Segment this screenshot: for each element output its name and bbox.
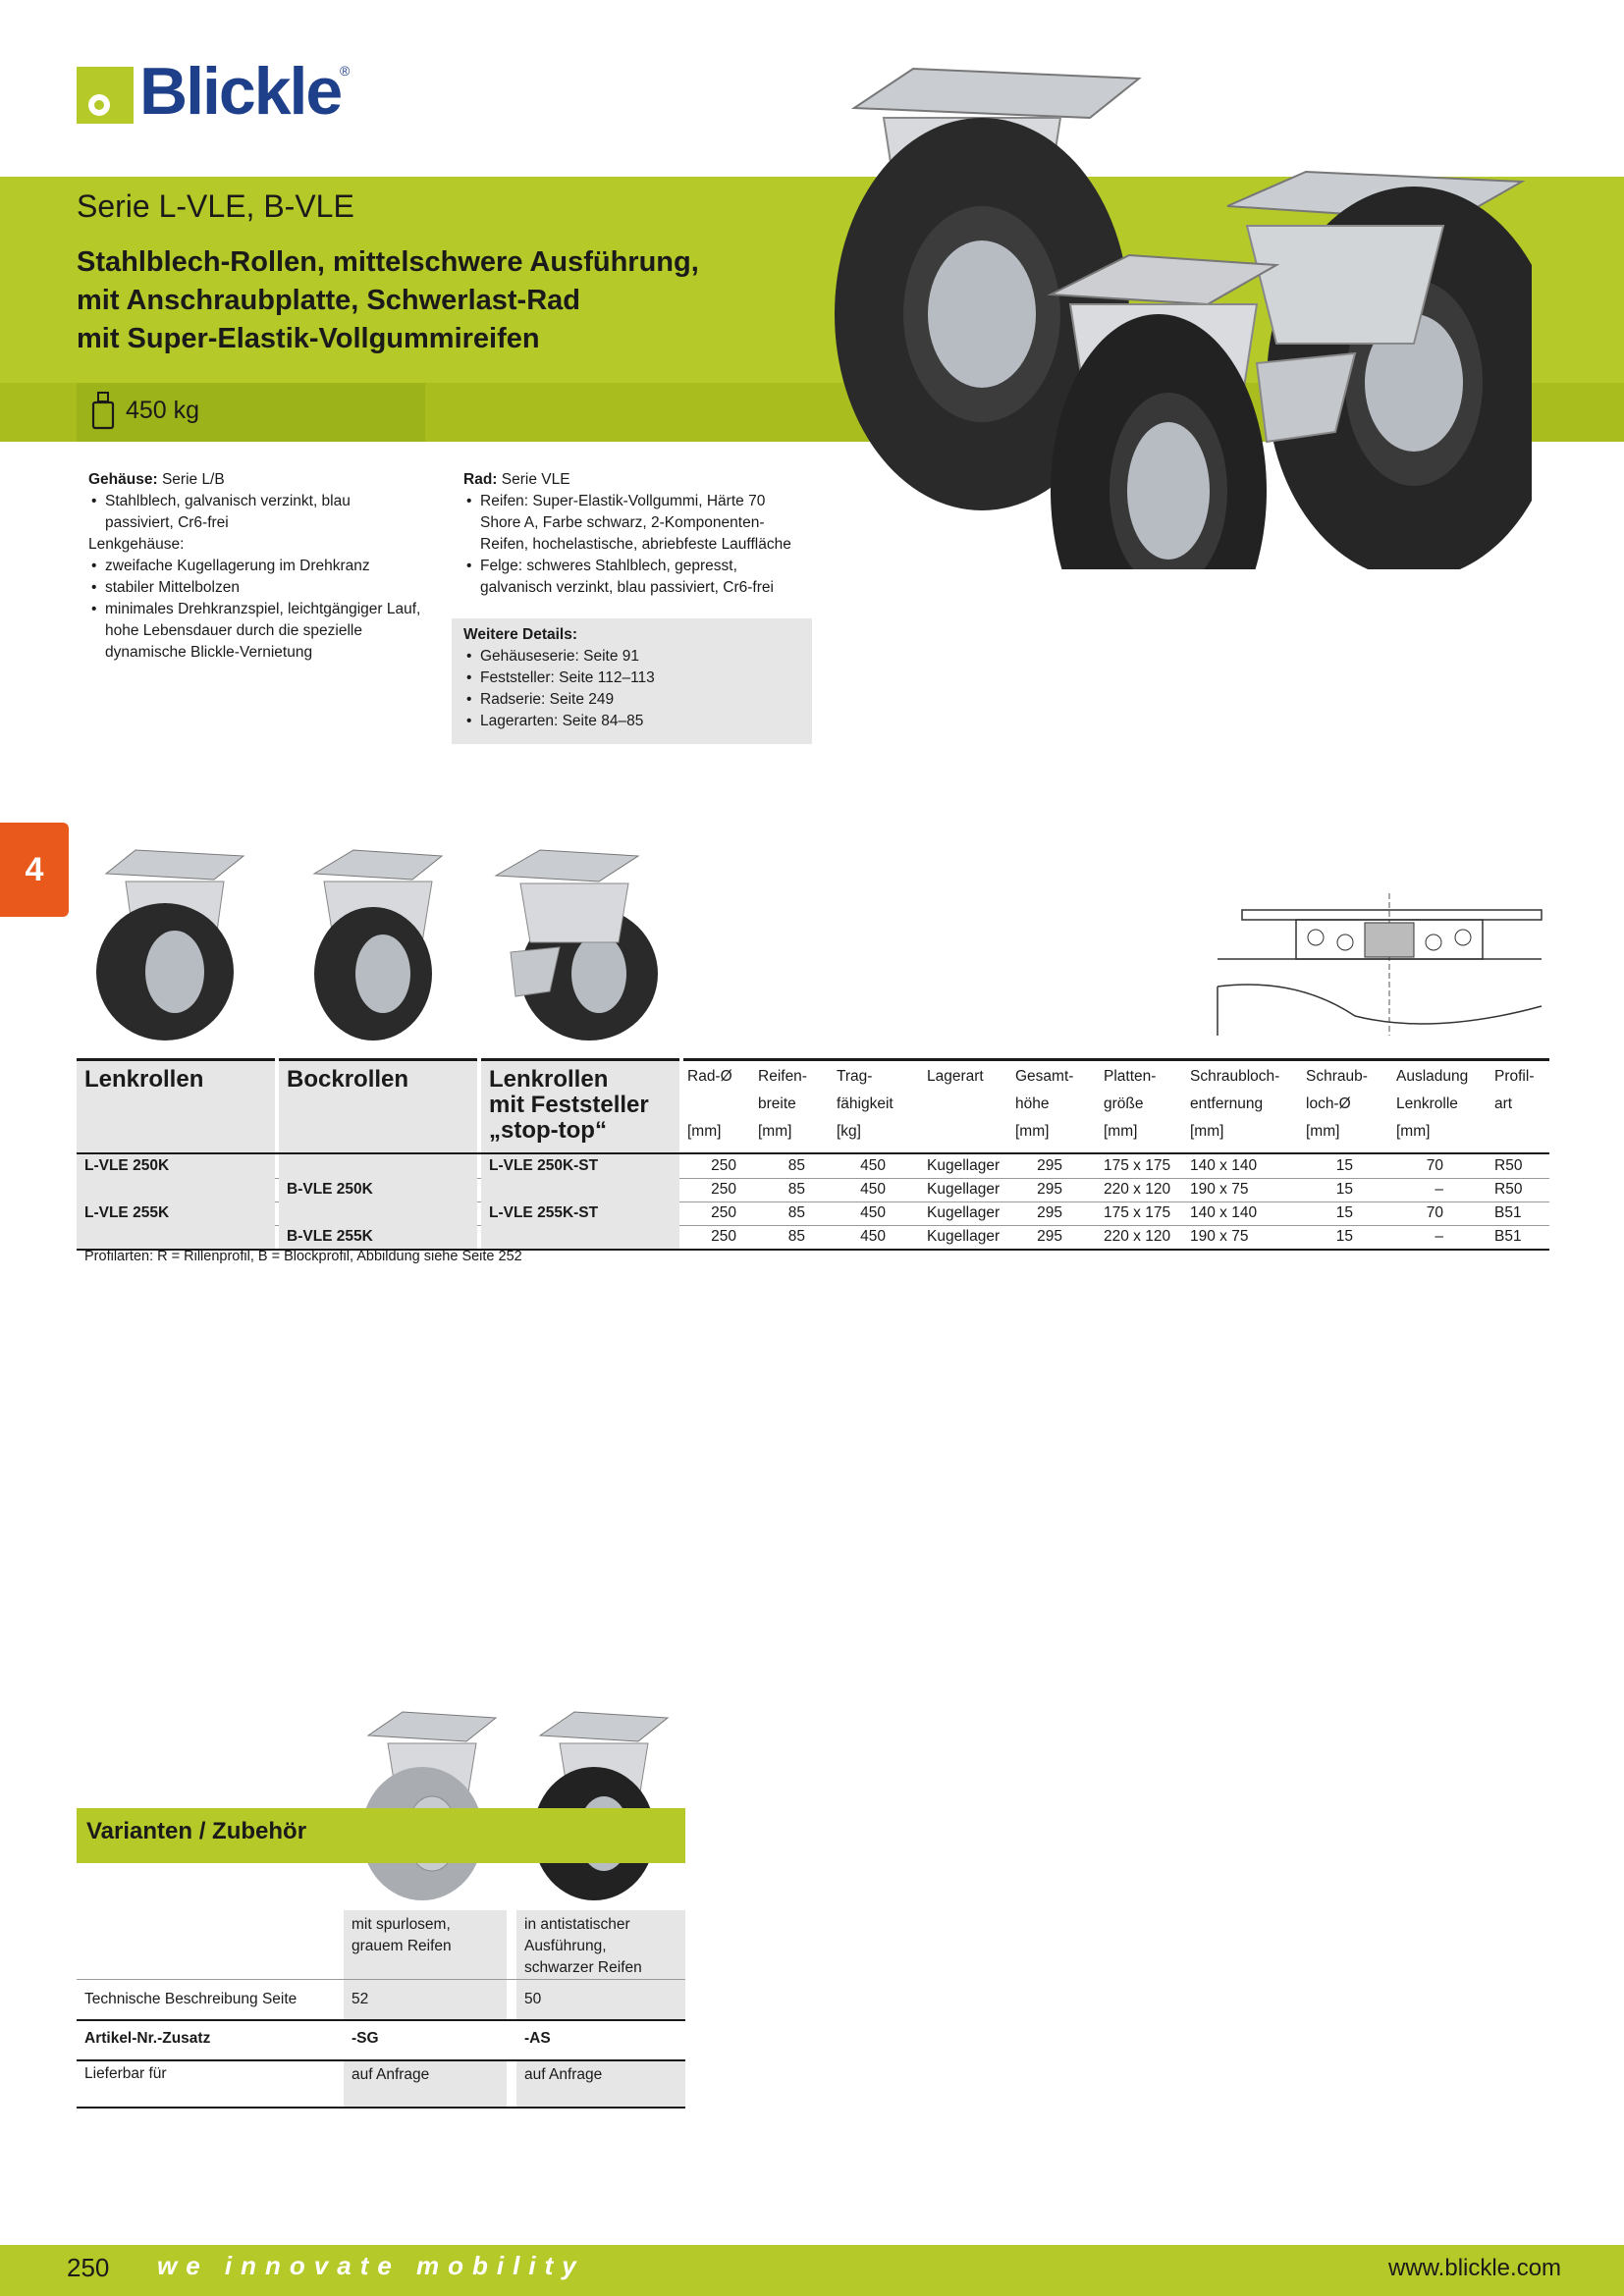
list-item: • Reifen: Super-Elastik-Vollgummi, Härte 70 Shore A, Farbe schwarz, 2-Komponenten-Reifen, hochelastische, abriebfeste Lauffläche xyxy=(480,491,807,556)
cell: B51 xyxy=(1494,1204,1522,1221)
col-header xyxy=(683,1058,754,1152)
cell: 15 xyxy=(1335,1181,1353,1198)
list-item: • Gehäuseserie: Seite 91 xyxy=(480,646,800,667)
cell-brake xyxy=(481,1225,679,1249)
cell-fixed: B-VLE 255K xyxy=(279,1225,477,1249)
variant-cell: auf Anfrage xyxy=(344,2061,507,2107)
cell: 175 x 175 xyxy=(1104,1157,1171,1174)
cell: 450 xyxy=(860,1204,886,1221)
list-item: • Stahlblech, galvanisch verzinkt, blau passiviert, Cr6-frei xyxy=(105,491,422,534)
cell-brake: L-VLE 250K-ST xyxy=(481,1154,679,1178)
cell-fixed: B-VLE 250K xyxy=(279,1178,477,1201)
website-link[interactable]: www.blickle.com xyxy=(1388,2255,1562,2281)
col-header xyxy=(754,1058,833,1152)
variant-cell: 50 xyxy=(516,1980,685,2019)
brake-caster-image xyxy=(491,844,663,1041)
list-item: • Radserie: Seite 249 xyxy=(480,689,800,711)
table-row xyxy=(77,1201,1549,1226)
list-item: • stabiler Mittelbolzen xyxy=(105,577,422,599)
hero-casters-image xyxy=(805,59,1532,569)
spec-table xyxy=(77,1058,1549,1245)
housing-spec xyxy=(88,469,422,664)
variant-description: in antistatischer Ausführung, schwarzer Reifen xyxy=(516,1910,685,1979)
col-label: Profil- art xyxy=(1494,1068,1535,1112)
series-title: Serie L-VLE, B-VLE xyxy=(77,188,354,224)
cell: 85 xyxy=(787,1228,805,1245)
variant-grey-tyre-image xyxy=(349,1706,506,1902)
wheel-value: Serie VLE xyxy=(497,471,570,488)
col-unit: [mm] xyxy=(1104,1123,1138,1140)
col-unit: [mm] xyxy=(758,1123,792,1140)
list-item: • Feststeller: Seite 112–113 xyxy=(480,667,800,689)
col-label: Ausladung Lenkrolle xyxy=(1396,1068,1469,1112)
variants-title: Varianten / Zubehör xyxy=(86,1818,307,1844)
list-item: • Lagerarten: Seite 84–85 xyxy=(480,711,800,732)
cell: 220 x 120 xyxy=(1104,1228,1171,1245)
swivel-housing-label: Lenkgehäuse: xyxy=(88,536,185,553)
cell-swivel xyxy=(77,1225,275,1249)
variant-antistatic-image xyxy=(520,1706,677,1902)
cell: 250 xyxy=(711,1228,736,1245)
cell: B51 xyxy=(1494,1228,1522,1245)
cell: 85 xyxy=(787,1181,805,1198)
cell-swivel xyxy=(77,1178,275,1201)
col-header xyxy=(1100,1058,1186,1152)
cell: R50 xyxy=(1494,1181,1523,1198)
cell: 450 xyxy=(860,1228,886,1245)
cell-brake xyxy=(481,1178,679,1201)
cell: 140 x 140 xyxy=(1190,1157,1258,1174)
col-unit: [mm] xyxy=(1396,1123,1431,1140)
cell: 295 xyxy=(1037,1228,1062,1245)
col-label: Reifen- breite xyxy=(758,1068,807,1112)
col-unit: [mm] xyxy=(1015,1123,1050,1140)
col-header xyxy=(1186,1058,1302,1152)
col-label: Lagerart xyxy=(927,1068,984,1085)
col-unit: [mm] xyxy=(687,1123,722,1140)
cell: Kugellager xyxy=(927,1228,1001,1245)
col-unit: [mm] xyxy=(1306,1123,1340,1140)
brand-name: Blickle xyxy=(139,54,342,129)
variant-row-label: Lieferbar für xyxy=(84,2065,167,2082)
table-row xyxy=(77,1225,1549,1251)
variant-cell: -SG xyxy=(352,2030,379,2047)
profile-note: Profilarten: R = Rillenprofil, B = Blockprofil, Abbildung siehe Seite 252 xyxy=(84,1249,522,1264)
variant-cell: 52 xyxy=(344,1980,507,2019)
header-swivel: Lenkrollen xyxy=(77,1058,275,1152)
page-number: 250 xyxy=(67,2253,110,2282)
brand-logo xyxy=(77,54,361,130)
cell: 220 x 120 xyxy=(1104,1181,1171,1198)
cell: 450 xyxy=(860,1181,886,1198)
headline-line: mit Super-Elastik-Vollgummireifen xyxy=(77,323,540,354)
cell: 140 x 140 xyxy=(1190,1204,1258,1221)
col-header xyxy=(833,1058,923,1152)
col-label: Rad-Ø xyxy=(687,1068,732,1085)
headline-line: mit Anschraubplatte, Schwerlast-Rad xyxy=(77,285,580,316)
table-row xyxy=(77,1178,1549,1202)
cell-fixed xyxy=(279,1154,477,1178)
cell: 85 xyxy=(787,1157,805,1174)
technical-drawing xyxy=(1208,888,1551,1036)
housing-value: Serie L/B xyxy=(157,471,225,488)
swivel-caster-image xyxy=(86,844,253,1041)
col-unit: [kg] xyxy=(837,1123,861,1140)
cell: 250 xyxy=(711,1204,736,1221)
col-label: Schraub- loch-Ø xyxy=(1306,1068,1368,1112)
col-header xyxy=(923,1058,1011,1152)
cell: 295 xyxy=(1037,1157,1062,1174)
col-header xyxy=(1490,1058,1549,1152)
list-item: • zweifache Kugellagerung im Drehkranz xyxy=(105,556,422,577)
cell-swivel: L-VLE 250K xyxy=(77,1154,275,1178)
cell: 450 xyxy=(860,1157,886,1174)
variant-description: mit spurlosem, grauem Reifen xyxy=(344,1910,507,1979)
col-label: Gesamt- höhe xyxy=(1015,1068,1074,1112)
housing-label: Gehäuse: xyxy=(88,471,158,488)
header-brake: Lenkrollen mit Feststeller „stop-top“ xyxy=(481,1058,679,1152)
slogan: we innovate mobility xyxy=(157,2251,585,2280)
cell: 190 x 75 xyxy=(1190,1181,1249,1198)
cell-brake: L-VLE 255K-ST xyxy=(481,1201,679,1225)
col-unit: [mm] xyxy=(1190,1123,1224,1140)
cell: 295 xyxy=(1037,1181,1062,1198)
headline-line: Stahlblech-Rollen, mittelschwere Ausführung, xyxy=(77,246,699,278)
cell-fixed xyxy=(279,1201,477,1225)
list-item: • Felge: schweres Stahlblech, gepresst, galvanisch verzinkt, blau passiviert, Cr6-frei xyxy=(480,556,807,599)
col-label: Platten- größe xyxy=(1104,1068,1157,1112)
cell: 250 xyxy=(711,1181,736,1198)
col-header xyxy=(1011,1058,1100,1152)
cell: 15 xyxy=(1335,1228,1353,1245)
chapter-tab: 4 xyxy=(0,823,69,917)
logo-mark-icon xyxy=(77,67,134,124)
cell: – xyxy=(1435,1181,1443,1198)
variant-rule xyxy=(77,2107,685,2109)
table-row xyxy=(77,1154,1549,1179)
cell: Kugellager xyxy=(927,1181,1001,1198)
wheel-label: Rad: xyxy=(463,471,498,488)
cell-swivel: L-VLE 255K xyxy=(77,1201,275,1225)
cell: Kugellager xyxy=(927,1157,1001,1174)
cell: 175 x 175 xyxy=(1104,1204,1171,1221)
col-label: Trag- fähigkeit xyxy=(837,1068,893,1112)
cell: 70 xyxy=(1426,1157,1443,1174)
wheel-spec xyxy=(463,469,807,599)
cell: 250 xyxy=(711,1157,736,1174)
variant-row-label: Technische Beschreibung Seite xyxy=(84,1991,298,2007)
headline xyxy=(77,243,725,358)
header-fixed: Bockrollen xyxy=(279,1058,477,1152)
details-label: Weitere Details: xyxy=(463,626,578,643)
registered-mark: ® xyxy=(340,63,351,79)
fixed-caster-image xyxy=(304,844,452,1041)
variant-cell: -AS xyxy=(524,2030,551,2047)
cell: 70 xyxy=(1426,1204,1443,1221)
cell: – xyxy=(1435,1228,1443,1245)
col-header xyxy=(1392,1058,1490,1152)
variant-row-label: Artikel-Nr.-Zusatz xyxy=(84,2030,211,2047)
cell: 295 xyxy=(1037,1204,1062,1221)
details-box xyxy=(452,618,812,744)
cell: R50 xyxy=(1494,1157,1523,1174)
cell: 15 xyxy=(1335,1204,1353,1221)
variant-cell: auf Anfrage xyxy=(516,2061,685,2107)
list-item: • minimales Drehkranzspiel, leichtgängiger Lauf, hohe Lebensdauer durch die spezielle dynamische Blickle-Vernietung xyxy=(105,599,422,664)
cell: 190 x 75 xyxy=(1190,1228,1249,1245)
weight-icon xyxy=(90,391,116,430)
cell: Kugellager xyxy=(927,1204,1001,1221)
load-capacity: 450 kg xyxy=(126,397,200,424)
cell: 85 xyxy=(787,1204,805,1221)
col-label: Schraubloch- entfernung xyxy=(1190,1068,1280,1112)
col-header xyxy=(1302,1058,1392,1152)
cell: 15 xyxy=(1335,1157,1353,1174)
